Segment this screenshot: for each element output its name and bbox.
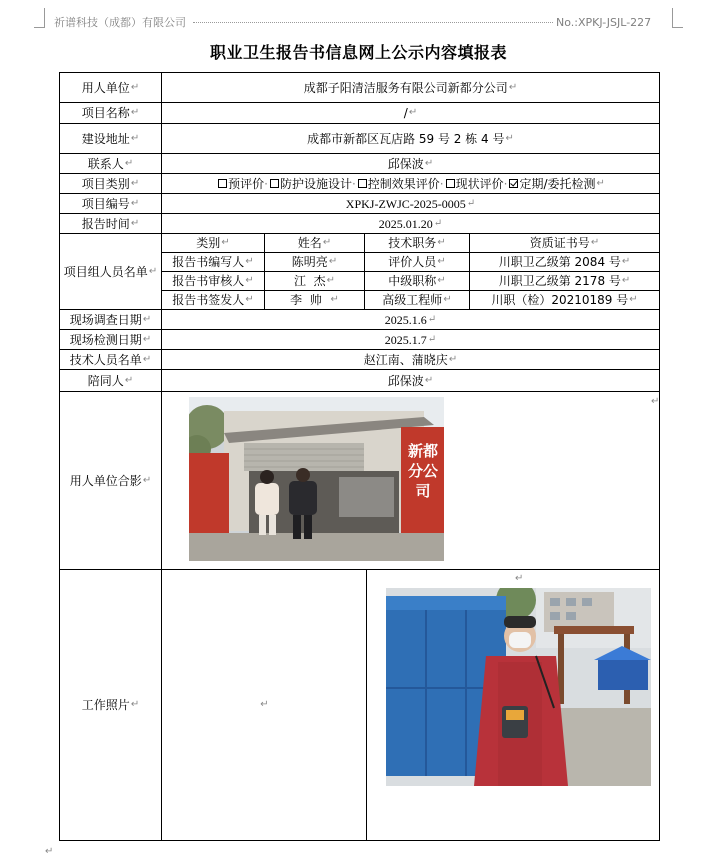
- cell-work-photo-left: ↵: [161, 569, 367, 841]
- cell-mark-group: ↵: [651, 396, 660, 407]
- cell-survey-date-value: 2025.1.6 ↵: [161, 309, 660, 330]
- checkbox-control-effect[interactable]: [358, 179, 367, 188]
- cell-category-label: 项目类别 ↵: [59, 173, 162, 194]
- cell-project-name-value: / ↵: [161, 102, 660, 124]
- cell-address-label: 建设地址 ↵: [59, 123, 162, 154]
- cell-address-value: 成都市新都区瓦店路 59 号 2 栋 4 号 ↵: [161, 123, 660, 154]
- header-doc-no: No.:XPKJ-JSJL-227: [556, 16, 652, 29]
- work-photo: [386, 588, 651, 786]
- end-mark: ↵: [45, 846, 54, 857]
- team-row-1-category: 报告书编写人 ↵: [161, 252, 265, 272]
- cell-contact-value: 邱保波 ↵: [161, 153, 660, 174]
- corner-mark-right: [672, 8, 673, 28]
- cell-contact-label: 联系人 ↵: [59, 153, 162, 174]
- cell-project-no-value: XPKJ-ZWJC-2025-0005 ↵: [161, 193, 660, 214]
- cell-survey-date-label: 现场调查日期 ↵: [59, 309, 162, 330]
- cell-test-date-label: 现场检测日期 ↵: [59, 329, 162, 350]
- cell-employer-label: 用人单位 ↵: [59, 72, 162, 103]
- team-row-3-cert: 川职（检）20210189 号 ↵: [469, 290, 660, 310]
- checkbox-protection-design[interactable]: [270, 179, 279, 188]
- team-row-2-cert: 川职卫乙级第 2178 号 ↵: [469, 271, 660, 291]
- team-row-1-title: 评价人员 ↵: [364, 252, 470, 272]
- cell-work-photo-label: 工作照片 ↵: [59, 569, 162, 841]
- team-row-2-category: 报告书审核人 ↵: [161, 271, 265, 291]
- team-row-3-name: 李 帅 ↵: [264, 290, 365, 310]
- team-row-3-category: 报告书签发人 ↵: [161, 290, 265, 310]
- cell-tech-staff-label: 技术人员名单 ↵: [59, 349, 162, 370]
- cell-employer-value: 成都子阳清洁服务有限公司新都分公司 ↵: [161, 72, 660, 103]
- team-row-2-title: 中级职称 ↵: [364, 271, 470, 291]
- team-row-1-cert: 川职卫乙级第 2084 号 ↵: [469, 252, 660, 272]
- team-row-3-title: 高级工程师 ↵: [364, 290, 470, 310]
- cell-test-date-value: 2025.1.7 ↵: [161, 329, 660, 350]
- team-header-name: 姓名 ↵: [264, 233, 365, 253]
- checkbox-periodic-test[interactable]: [509, 179, 518, 188]
- cell-tech-staff-value: 赵江南、蒲晓庆 ↵: [161, 349, 660, 370]
- cell-project-no-label: 项目编号 ↵: [59, 193, 162, 214]
- cell-project-name-label: 项目名称 ↵: [59, 102, 162, 124]
- checkbox-status-eval[interactable]: [446, 179, 455, 188]
- cell-escort-label: 陪同人 ↵: [59, 369, 162, 392]
- group-photo: [189, 397, 444, 561]
- team-header-cert: 资质证书号 ↵: [469, 233, 660, 253]
- team-row-1-name: 陈明亮 ↵: [264, 252, 365, 272]
- team-row-2-name: 江 杰 ↵: [264, 271, 365, 291]
- group-photo-sign: 新都分公司: [407, 442, 438, 500]
- corner-mark-right-h: [672, 27, 683, 28]
- cell-mark-work: ↵: [515, 573, 524, 584]
- cell-report-time-label: 报告时间 ↵: [59, 213, 162, 234]
- cell-category-options: 预评价 · 防护设施设计 · 控制效果评价 · 现状评价 · 定期/委托检测 ↵: [161, 173, 660, 194]
- corner-mark-left: [44, 8, 45, 28]
- cell-report-time-value: 2025.01.20 ↵: [161, 213, 660, 234]
- cell-escort-value: 邱保波 ↵: [161, 369, 660, 392]
- corner-mark-left-h: [34, 27, 45, 28]
- header-dotted-line: [193, 22, 553, 23]
- page-title: 职业卫生报告书信息网上公示内容填报表: [209, 43, 507, 62]
- header-company: 祈谱科技（成都）有限公司: [54, 16, 186, 29]
- team-header-title: 技术职务 ↵: [364, 233, 470, 253]
- checkbox-pre-eval[interactable]: [218, 179, 227, 188]
- cell-team-label: 项目组人员名单 ↵: [59, 233, 162, 310]
- cell-group-photo-label: 用人单位合影 ↵: [59, 391, 162, 570]
- team-header-category: 类别 ↵: [161, 233, 265, 253]
